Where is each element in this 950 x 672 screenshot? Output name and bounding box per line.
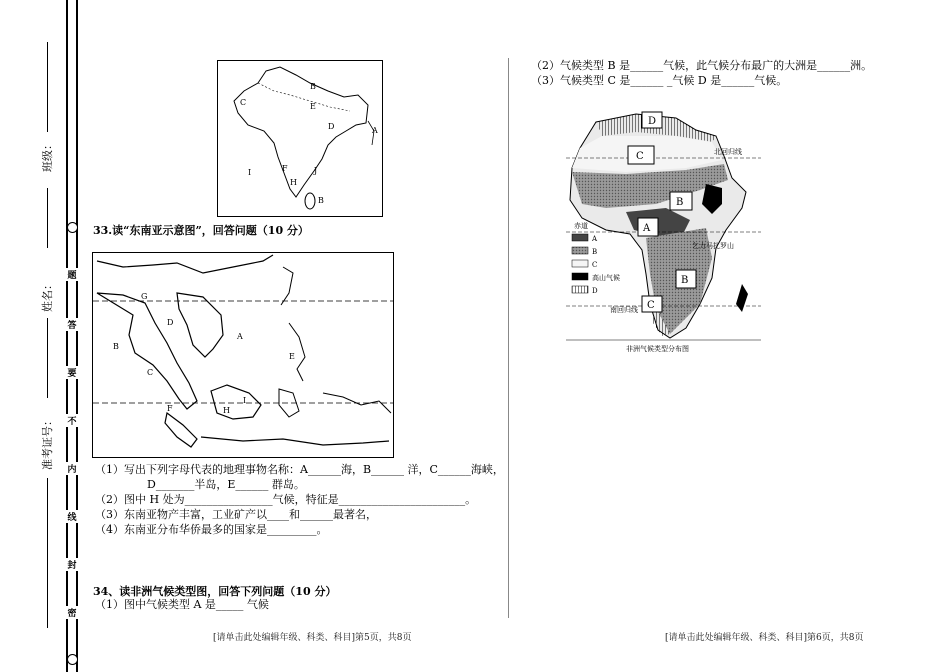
- binding-ring-bottom: [67, 654, 78, 665]
- q33-line-3: （2）图中 H 处为________________气候，特征是_______________________。: [95, 493, 477, 506]
- q34-line-3: （3）气候类型 C 是______ _气候 D 是______气候。: [531, 74, 788, 87]
- africa-box-label: A: [643, 223, 651, 234]
- southeast-asia-outline: [93, 253, 393, 457]
- southeast-asia-map: [92, 252, 394, 458]
- africa-box-label: C: [636, 151, 644, 162]
- map-label: C: [147, 368, 154, 377]
- map-label: B: [113, 342, 119, 351]
- legend-label: A: [592, 235, 598, 243]
- class-label: 班级：: [41, 139, 54, 172]
- map-label: E: [310, 102, 316, 111]
- map-caption: 非洲气候类型分布图: [626, 345, 689, 353]
- q33-line-4: （3）东南亚物产丰富，工业矿产以____和______最著名，: [95, 508, 377, 521]
- page-divider: [508, 58, 509, 618]
- class-underline: [47, 42, 48, 132]
- seal-char: 内: [64, 462, 80, 475]
- exam-id-underline: [47, 478, 48, 628]
- q33-line-1: （1）写出下列字母代表的地理事物名称：A______海，B______ 洋，C______海峡，: [95, 463, 504, 476]
- legend-label: B: [592, 248, 598, 256]
- seal-char: 封: [64, 558, 80, 571]
- exam-id-label: 准考证号：: [41, 415, 54, 470]
- q34-line-1: （1）图中气候类型 A 是_____ 气候: [95, 598, 269, 611]
- map-label: I: [248, 168, 252, 177]
- seal-char: 要: [64, 366, 80, 379]
- seal-char: 密: [64, 606, 80, 619]
- legend-label: D: [592, 287, 598, 295]
- name-underline: [47, 318, 48, 398]
- tropic-of-capricorn-label: 南回归线: [610, 306, 638, 314]
- africa-box-label: B: [681, 275, 689, 286]
- africa-box-label: C: [647, 300, 655, 311]
- map-label: B: [310, 82, 316, 91]
- map-label: I: [243, 396, 247, 405]
- kilimanjaro-label: 乞力马扎罗山: [692, 242, 734, 250]
- south-asia-map: [217, 60, 383, 217]
- map-label: D: [167, 318, 174, 327]
- africa-box-label: B: [676, 197, 684, 208]
- tropic-of-cancer-label: 北回归线: [714, 148, 742, 156]
- map-label: F: [282, 164, 288, 173]
- legend-label: 高山气候: [592, 274, 620, 282]
- map-label: G: [141, 292, 148, 301]
- seal-char: 线: [64, 510, 80, 523]
- question-33-title: 33.读“东南亚示意图”，回答问题（10 分）: [93, 224, 309, 237]
- africa-climate-map: [566, 108, 761, 354]
- seal-char: 答: [64, 318, 80, 331]
- map-label: A: [237, 332, 243, 341]
- seal-char: 题: [64, 268, 80, 281]
- map-label: E: [289, 352, 295, 361]
- name-label: 姓名：: [41, 279, 54, 312]
- left-footer[interactable]: [请单击此处编辑年级、科类、科目]第5页，共8页: [213, 633, 412, 643]
- binding-ring-top: [67, 222, 78, 233]
- q34-line-2: （2）气候类型 B 是______气候，此气候分布最广的大洲是______洲。: [531, 59, 873, 72]
- binding-line: [66, 0, 78, 672]
- africa-outline: [566, 108, 761, 354]
- map-label: F: [167, 404, 173, 413]
- map-label: H: [223, 406, 230, 415]
- seal-char: 不: [64, 414, 80, 427]
- q33-line-5: （4）东南亚分布华侨最多的国家是_________。: [95, 523, 328, 536]
- legend-label: C: [592, 261, 598, 269]
- south-asia-outline: [218, 61, 382, 216]
- map-label: A: [372, 126, 378, 135]
- map-label: J: [314, 166, 318, 175]
- map-label: B: [318, 196, 324, 205]
- question-34-title: 34、读非洲气候类型图，回答下列问题（10 分）: [93, 585, 337, 598]
- class-underline-2: [47, 188, 48, 248]
- equator-label: 赤道: [574, 222, 588, 230]
- right-footer[interactable]: [请单击此处编辑年级、科类、科目]第6页，共8页: [665, 633, 864, 643]
- map-label: C: [240, 98, 247, 107]
- map-label: H: [290, 178, 297, 187]
- q33-line-2: D_______半岛，E______ 群岛。: [147, 478, 305, 491]
- africa-box-label: D: [648, 116, 657, 127]
- map-label: D: [328, 122, 335, 131]
